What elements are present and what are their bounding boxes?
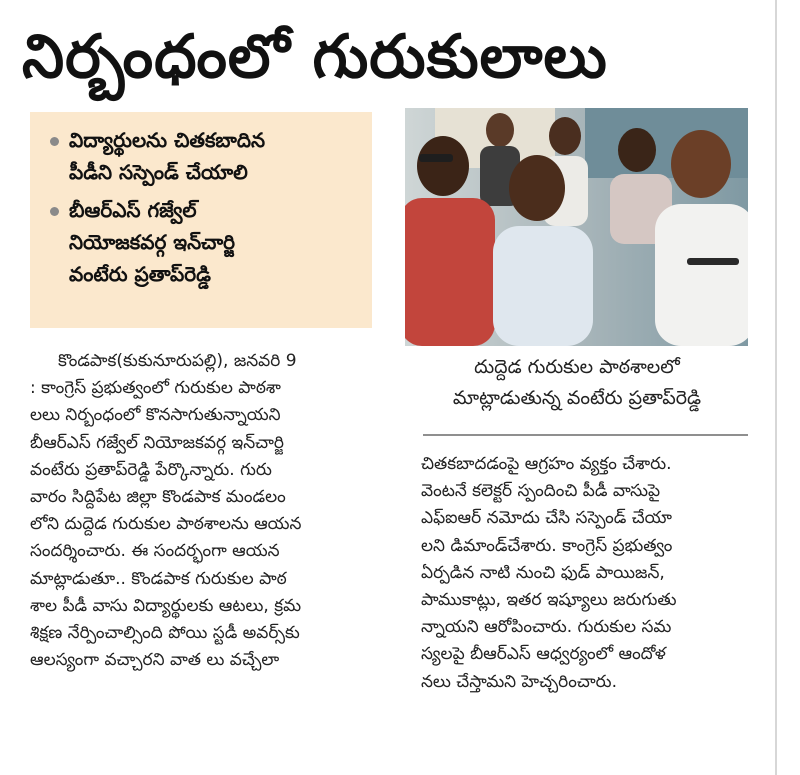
article-line: శాల పీడీ వాసు విద్యార్థులకు ఆటలు, క్రమ — [30, 595, 302, 616]
article-line: మాట్లాడుతూ.. కొండపాక గురుకుల పాఠ — [30, 568, 287, 589]
caption-line: దుద్దెడ గురుకుల పాఠశాలలో — [474, 356, 680, 378]
article-line: న్నాయని ఆరోపించారు. గురుకుల సమ — [421, 617, 672, 638]
article-line: వారం సిద్దిపేట జిల్లా కొండపాక మండలం — [30, 487, 286, 508]
article-line: లలు నిర్బంధంలో కొనసాగుతున్నాయని — [30, 405, 281, 426]
news-photo-illustration — [405, 108, 748, 346]
article-line: ఎఫ్ఐఆర్ నమోదు చేసి సస్పెండ్ చేయా — [421, 508, 672, 529]
caption-line: మాట్లాడుతున్న వంటేరు ప్రతాప్‌రెడ్డి — [452, 387, 702, 409]
article-line: ఏర్పడిన నాటి నుంచి ఫుడ్ పాయిజన్, — [421, 562, 665, 583]
highlight-item — [50, 124, 362, 188]
highlight-line: పీడీని సస్పెండ్ చేయాలి — [69, 160, 248, 184]
article-line: శిక్షణ నేర్పించాల్సింది పోయి స్టడీ అవర్స్‌కు — [30, 623, 300, 644]
article-column-right — [421, 451, 751, 696]
caption-divider — [423, 434, 748, 436]
article-line: కొండపాక(కుకునూరుపల్లి), జనవరి 9 — [58, 351, 297, 371]
article-line: స్యలపై బీఆర్ఎస్ ఆధ్వర్యంలో ఆందోళ — [421, 644, 666, 665]
article-line: చితకబాదడంపై ఆగ్రహం వ్యక్తం చేశారు. — [421, 454, 672, 474]
photo-caption — [406, 352, 748, 414]
highlight-line: విద్యార్థులను చితకబాదిన — [69, 128, 265, 152]
article-line: లని డిమాండ్‌చేశారు. కాంగ్రెస్ ప్రభుత్వం — [421, 535, 673, 556]
article-line: : కాంగ్రెస్ ప్రభుత్వంలో గురుకుల పాఠశా — [30, 378, 281, 399]
article-line: ఆలస్యంగా వచ్చారని వాత లు వచ్చేలా — [30, 650, 280, 671]
highlight-line: బీఆర్ఎస్ గజ్వేల్ — [69, 198, 197, 222]
article-line: నలు చేస్తామని హెచ్చరించారు. — [421, 671, 617, 692]
bullet-dot-icon — [50, 137, 59, 146]
article-line: సందర్శించారు. ఈ సందర్భంగా ఆయన — [30, 541, 280, 562]
headline: నిర్బంధంలో గురుకులాలు — [22, 22, 608, 92]
article-line: వంటేరు ప్రతాప్‌రెడ్డి పేర్కొన్నారు. గురు — [30, 459, 272, 480]
article-line: వెంటనే కలెక్టర్ స్పందించి పీడీ వాసుపై — [421, 481, 661, 502]
bullet-dot-icon — [50, 207, 59, 216]
highlight-line: వంటేరు ప్రతాప్‌రెడ్డి — [69, 262, 211, 286]
highlight-item — [50, 194, 362, 290]
news-photo — [405, 108, 748, 346]
highlight-line: నియోజకవర్గ ఇన్‌చార్జి — [69, 230, 236, 254]
article-line: పాముకాట్లు, ఇతర ఇష్యూలు జరుగుతు — [421, 590, 677, 611]
article-line: బీఆర్ఎస్ గజ్వేల్ నియోజకవర్గ ఇన్‌చార్జి — [30, 432, 284, 453]
highlights-box — [30, 112, 372, 328]
article-line: లోని దుద్దెడ గురుకుల పాఠశాలను ఆయన — [30, 514, 302, 535]
article-column-left — [30, 348, 375, 674]
